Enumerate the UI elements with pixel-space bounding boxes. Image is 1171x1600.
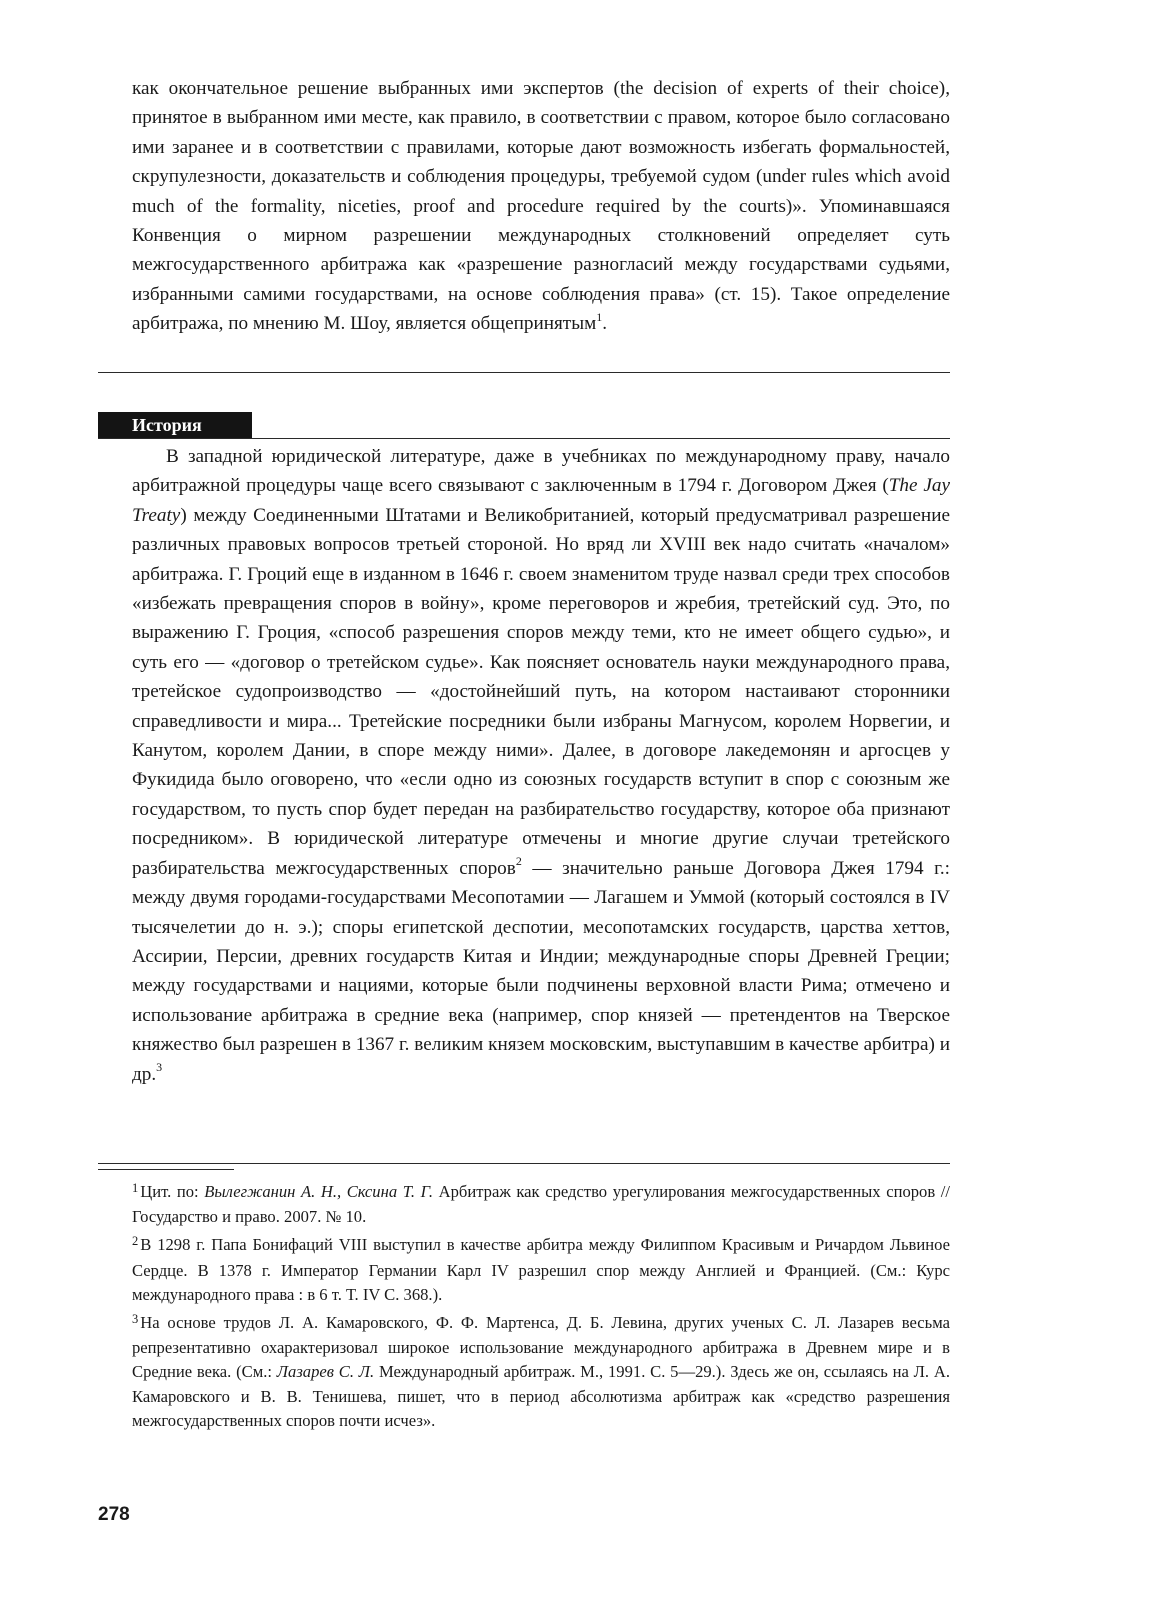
footnote-1 [132, 1180, 950, 1229]
section-header [98, 412, 950, 439]
footnote-text: В 1298 г. Папа Бонифаций VIII выступил в качестве арбитра между Филиппом Красивым и Ричардом Львиное Сердце. В 1378 г. Император Германии Карл IV разрешил спор между Англией и Францией. (См.: Курс международного права : в 6 т. Т. IV С. 368.). [132, 1235, 950, 1304]
footnote-number: 3 [132, 1312, 139, 1327]
footnote-top-rule [98, 1163, 950, 1164]
history-block [132, 442, 950, 1089]
footnote-ref-3[interactable]: 3 [156, 1060, 163, 1075]
page-number: 278 [98, 1504, 130, 1525]
footnote-text: Цит. по: [140, 1182, 205, 1201]
section-title: История [98, 412, 252, 438]
footnote-author: Лазарев С. Л. [276, 1362, 375, 1382]
footnote-text: Международный арбитраж. М., 1991. С. 5—29.). Здесь же он, ссылаясь на Л. А. Камаровского и В. В. Тенишева, пишет, что в период абсолютизма арбитраж как «средство разрешения межгосударственных споров почти исчез». [132, 1362, 950, 1430]
history-paragraph [132, 442, 950, 1089]
history-text-b: ) между Соединенными Штатами и Великобританией, который предусматривал разрешение различных правовых вопросов третьей стороной. Но вряд ли XVIII век надо считать «началом» арбитража. Г. Гроций еще в изданном в 1646 г. своем знаменитом труде назвал среди трех способов «избежать превращения споров в войну», кроме переговоров и жребия, третейский суд. Это, по выражению Г. Гроция, «способ разрешения споров между теми, кто не имеет общего судью», и суть его — «договор о третейском судье». Как поясняет основатель науки международного права, третейское судопроизводство — «достойнейший путь, на котором настаивают сторонники справедливости и мира... Третейские посредники были избраны Магнусом, королем Норвегии, и Канутом, королем Дании, в споре между ними». Далее, в договоре лакедемонян и аргосцев у Фукидида было оговорено, что «если одно из союзных государств вступит в спор с союзным же государством, то пусть спор будет передан на разбирательство государству, которое оба признают посредником». В юридической литературе отмечены и многие другие случаи третейского разбирательства межгосударственных споров [132, 504, 950, 879]
footnotes [132, 1180, 950, 1437]
intro-text: как окончательное решение выбранных ими экспертов (the decision of experts of their choice), принятое в выбранном ими месте, как правило, в соответствии с правом, которое было согласовано ими заранее и в соответствии с правилами, которые дают возможность избегать формальностей, скрупулезности, доказательств и соблюдения процедуры, требуемой судом (under rules which avoid much of the formality, niceties, proof and procedure required by the courts)». Упоминавшаяся Конвенция о мирном разрешении международных столкновений определяет суть межгосударственного арбитража как «разрешение разногласий между государствами судьями, избранными самими государствами, на основе соблюдения права» (ст. 15). Такое определение арбитража, по мнению М. Шоу, является общепринятым [132, 78, 950, 335]
footnote-number: 1 [132, 1181, 139, 1195]
footnote-ref-1[interactable]: 1 [596, 309, 603, 324]
footnote-short-rule [98, 1169, 234, 1170]
history-text-a: В западной юридической литературе, даже в учебниках по международному праву, начало арбитражной процедуры чаще всего связывают с заключенным в 1794 г. Договором Джея ( [132, 446, 950, 497]
footnote-2 [132, 1233, 950, 1307]
footnote-author: Вылегжанин А. Н., Сксина Т. Г. [204, 1182, 433, 1201]
intro-block [132, 74, 950, 339]
footnote-3 [132, 1311, 950, 1433]
section-divider [98, 372, 950, 373]
footnote-text: Арбитраж как средство урегулирования межгосударственных споров // Государство и право. 2007. № 10. [132, 1182, 950, 1227]
intro-text-end: . [602, 313, 608, 335]
history-text-c: — значительно раньше Договора Джея 1794 г.: между двумя городами-государствами Месопотамии — Лагашем и Уммой (который состоялся в IV тысячелетии до н. э.); споры египетской деспотии, месопотамских государств, царства хеттов, Ассирии, Персии, древних государств Китая и Индии; международные споры Древней Греции; между государствами и нациями, которые были подчинены верховной власти Рима; отмечено и использование арбитража в средние века (например, спор князей — претендентов на Тверское княжество был разрешен в 1367 г. великим князем московским, выступавшим в качестве арбитра) и др. [132, 857, 950, 1085]
footnote-ref-2[interactable]: 2 [515, 854, 522, 869]
history-italic-title: The Jay Treaty [132, 475, 950, 526]
intro-paragraph [132, 74, 950, 339]
footnote-number: 2 [132, 1234, 139, 1249]
footnote-text: На основе трудов Л. А. Камаровского, Ф. Ф. Мартенса, Д. Б. Левина, других ученых С. Л. Лазарев весьма репрезентативно охарактеризовал широкое использование международного арбитража в Древнем мире и в Средние века. (См.: [132, 1313, 950, 1382]
